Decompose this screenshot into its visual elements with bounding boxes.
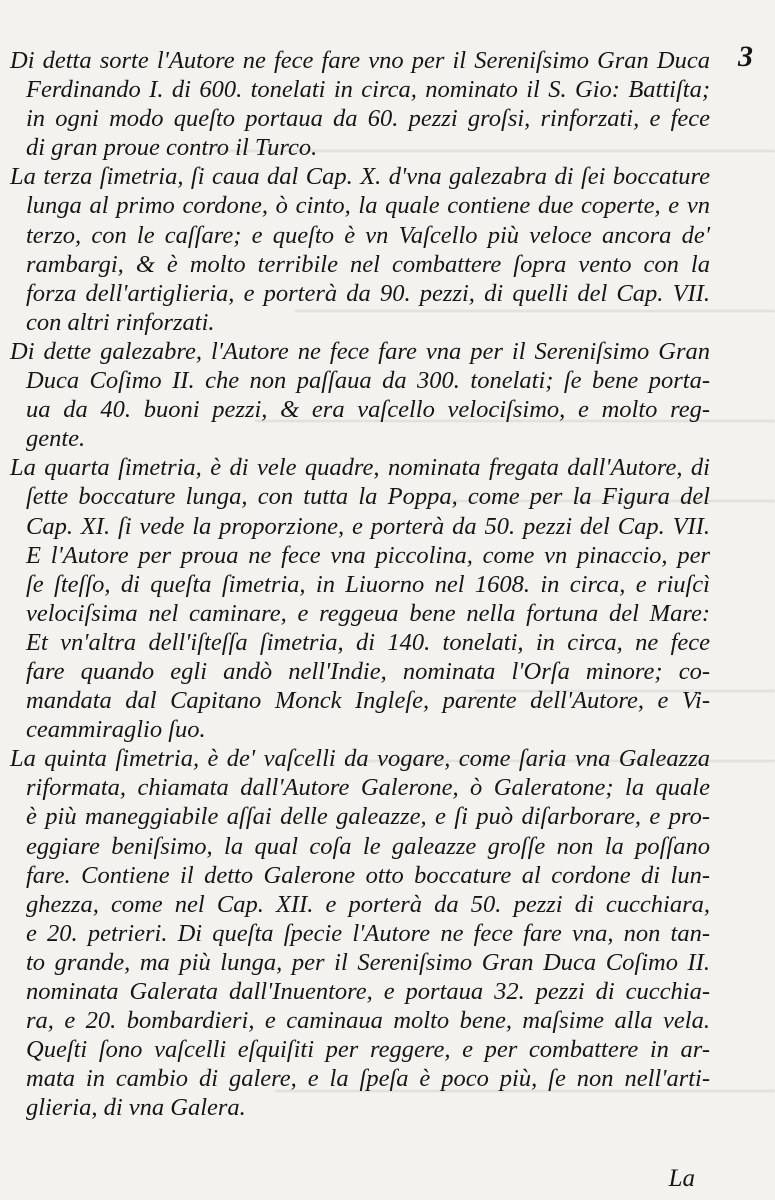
text-line: to grande, ma più lunga, per il Sereniſsimo Gran Duca Coſimo II.	[26, 948, 710, 976]
text-line: e 20. petrieri. Di queſta ſpecie l'Autore ne fece fare vna, non tan-	[26, 919, 710, 947]
text-line: ſe ſteſſo, di queſta ſimetria, in Liuorno nel 1608. in circa, e riuſcì	[26, 570, 710, 598]
paragraph-2	[10, 162, 710, 337]
text-line: Et vn'altra dell'iſteſſa ſimetria, di 140. tonelati, in circa, ne fece	[26, 628, 710, 656]
text-line: in ogni modo queſto portaua da 60. pezzi groſsi, rinforzati, e fece	[26, 105, 710, 133]
text-line: velociſsima nel caminare, e reggeua bene nella fortuna del Mare:	[26, 599, 710, 627]
text-line: ceammiraglio ſuo.	[26, 716, 206, 744]
text-line: Di detta sorte l'Autore ne fece fare vno per il Sereniſsimo Gran Duca	[10, 47, 710, 74]
text-line: Queſti ſono vaſcelli eſquiſiti per reggere, e per combattere in ar-	[26, 1036, 710, 1064]
text-line: Di dette galezabre, l'Autore ne fece fare vna per il Sereniſsimo Gran	[10, 337, 710, 365]
page-number: 3	[738, 40, 753, 73]
text-line: forza dell'artiglieria, e porterà da 90. pezzi, di quelli del Cap. VII.	[26, 279, 710, 307]
text-line: riformata, chiamata dall'Autore Galerone, ò Galeratone; la quale	[26, 774, 710, 802]
text-line: nominata Galerata dall'Inuentore, e portaua 32. pezzi di cucchia-	[26, 978, 710, 1005]
text-line: ra, e 20. bombardieri, e caminaua molto bene, maſsime alla vela.	[26, 1007, 710, 1035]
text-line: con altri rinforzati.	[26, 308, 215, 336]
text-line: ua da 40. buoni pezzi, & era vaſcello velociſsimo, e molto reg-	[26, 396, 710, 424]
body-text	[10, 46, 710, 1122]
text-line: rambargi, & è molto terribile nel combattere ſopra vento con la	[26, 250, 710, 278]
catchword: La	[668, 1165, 695, 1192]
text-line: glieria, di vna Galera.	[26, 1094, 246, 1122]
text-line: E l'Autore per proua ne fece vna piccolina, come vn pinaccio, per	[26, 541, 710, 569]
text-line: ghezza, come nel Cap. XII. e porterà da 50. pezzi di cucchiara,	[26, 890, 710, 918]
text-line: Ferdinando I. di 600. tonelati in circa, nominato il S. Gio: Battiſta;	[26, 76, 710, 104]
text-line: eggiare beniſsimo, la qual coſa le galeazze groſſe non la poſſano	[26, 832, 710, 860]
text-line: Duca Coſimo II. che non paſſaua da 300. tonelati; ſe bene porta-	[26, 367, 710, 395]
text-line: di gran proue contro il Turco.	[26, 134, 318, 162]
text-line: terzo, con le caſſare; e queſto è vn Vaſcello più veloce ancora de'	[26, 221, 710, 249]
text-line: La terza ſimetria, ſi caua dal Cap. X. d'vna galezabra di ſei boccature	[10, 163, 710, 191]
text-line: La quinta ſimetria, è de' vaſcelli da vogare, come ſaria vna Galeazza	[10, 745, 710, 773]
paragraph-3	[10, 337, 710, 453]
text-line: gente.	[26, 425, 86, 453]
paragraph-1	[10, 46, 710, 162]
paragraph-4	[10, 453, 710, 744]
text-line: La quarta ſimetria, è di vele quadre, nominata fregata dall'Autore, di	[10, 454, 710, 482]
text-line: fare quando egli andò nell'Indie, nominata l'Orſa minore; co-	[26, 657, 710, 685]
text-line: mata in cambio di galere, e la ſpeſa è poco più, ſe non nell'arti-	[26, 1065, 710, 1093]
text-line: fare. Contiene il detto Galerone otto boccature al cordone di lun-	[26, 861, 710, 889]
text-line: è più maneggiabile aſſai delle galeazze, e ſi può diſarborare, e pro-	[26, 803, 710, 831]
text-line: lunga al primo cordone, ò cinto, la quale contiene due coperte, e vn	[26, 192, 710, 220]
text-line: mandata dal Capitano Monck Ingleſe, parente dell'Autore, e Vi-	[26, 687, 710, 715]
text-line: Cap. XI. ſi vede la proporzione, e porterà da 50. pezzi del Cap. VII.	[26, 512, 710, 540]
text-line: ſette boccature lunga, con tutta la Poppa, come per la Figura del	[26, 483, 710, 511]
paragraph-5	[10, 744, 710, 1122]
